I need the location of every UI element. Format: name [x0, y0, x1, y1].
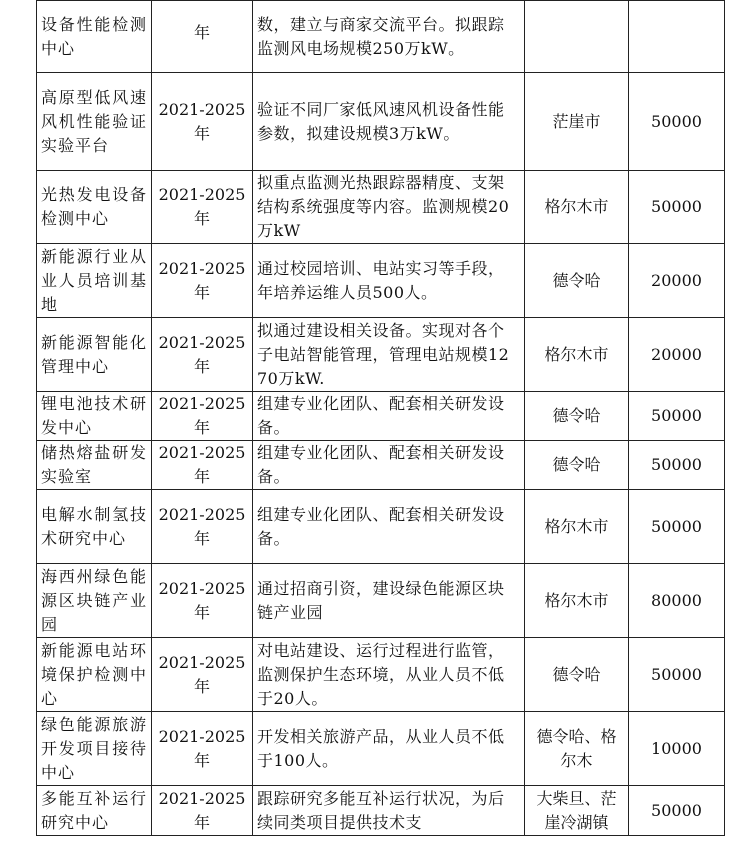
location-cell: 德令哈 — [525, 392, 629, 441]
content-cell: 通过校园培训、电站实习等手段，年培养运维人员500人。 — [253, 244, 525, 318]
table-row — [37, 712, 725, 786]
investment-cell: 50000 — [629, 441, 725, 490]
location-cell: 格尔木市 — [525, 564, 629, 638]
content-cell: 拟重点监测光热跟踪器精度、支架结构系统强度等内容。监测规模20万kW — [253, 171, 525, 244]
period-cell: 2021-2025年 — [152, 441, 253, 490]
period-cell: 2021-2025年 — [152, 73, 253, 171]
project-name-cell: 光热发电设备检测中心 — [37, 171, 152, 244]
content-cell: 拟通过建设相关设备。实现对各个子电站智能管理，管理电站规模1270万kW. — [253, 318, 525, 392]
period-cell: 年 — [152, 1, 253, 73]
project-name-cell: 海西州绿色能源区块链产业园 — [37, 564, 152, 638]
location-cell: 德令哈 — [525, 441, 629, 490]
project-name-cell: 高原型低风速风机性能验证实验平台 — [37, 73, 152, 171]
project-name-cell: 设备性能检测中心 — [37, 1, 152, 73]
content-cell: 通过招商引资，建设绿色能源区块链产业园 — [253, 564, 525, 638]
period-cell: 2021-2025年 — [152, 171, 253, 244]
project-name-cell: 多能互补运行研究中心 — [37, 786, 152, 836]
content-cell: 跟踪研究多能互补运行状况，为后续同类项目提供技术支 — [253, 786, 525, 836]
project-name-cell: 电解水制氢技术研究中心 — [37, 490, 152, 564]
project-name-cell: 储热熔盐研发实验室 — [37, 441, 152, 490]
project-name-cell: 新能源行业从业人员培训基地 — [37, 244, 152, 318]
investment-cell: 50000 — [629, 171, 725, 244]
investment-cell: 80000 — [629, 564, 725, 638]
project-table — [36, 0, 725, 836]
period-cell: 2021-2025年 — [152, 786, 253, 836]
table-row — [37, 73, 725, 171]
location-cell: 德令哈 — [525, 244, 629, 318]
content-cell: 组建专业化团队、配套相关研发设备。 — [253, 392, 525, 441]
investment-cell: 50000 — [629, 73, 725, 171]
content-cell: 开发相关旅游产品，从业人员不低于100人。 — [253, 712, 525, 786]
period-cell: 2021-2025年 — [152, 638, 253, 712]
location-cell — [525, 1, 629, 73]
investment-cell: 50000 — [629, 392, 725, 441]
table-row — [37, 564, 725, 638]
content-cell: 对电站建设、运行过程进行监管，监测保护生态环境，从业人员不低于20人。 — [253, 638, 525, 712]
location-cell: 德令哈、格尔木 — [525, 712, 629, 786]
table-row — [37, 786, 725, 836]
project-name-cell: 新能源智能化管理中心 — [37, 318, 152, 392]
investment-cell: 50000 — [629, 638, 725, 712]
table-row — [37, 490, 725, 564]
location-cell: 格尔木市 — [525, 318, 629, 392]
investment-cell: 20000 — [629, 318, 725, 392]
investment-cell: 50000 — [629, 786, 725, 836]
location-cell: 格尔木市 — [525, 490, 629, 564]
content-cell: 组建专业化团队、配套相关研发设备。 — [253, 441, 525, 490]
project-name-cell: 绿色能源旅游开发项目接待中心 — [37, 712, 152, 786]
location-cell: 大柴旦、茫崖冷湖镇 — [525, 786, 629, 836]
table-row — [37, 1, 725, 73]
investment-cell: 20000 — [629, 244, 725, 318]
period-cell: 2021-2025年 — [152, 318, 253, 392]
period-cell: 2021-2025年 — [152, 712, 253, 786]
table-row — [37, 392, 725, 441]
project-name-cell: 锂电池技术研发中心 — [37, 392, 152, 441]
period-cell: 2021-2025年 — [152, 564, 253, 638]
table-row — [37, 171, 725, 244]
investment-cell: 10000 — [629, 712, 725, 786]
content-cell: 组建专业化团队、配套相关研发设备。 — [253, 490, 525, 564]
investment-cell: 50000 — [629, 490, 725, 564]
location-cell: 格尔木市 — [525, 171, 629, 244]
location-cell: 茫崖市 — [525, 73, 629, 171]
table-row — [37, 244, 725, 318]
table-row — [37, 441, 725, 490]
content-cell: 验证不同厂家低风速风机设备性能参数，拟建设规模3万kW。 — [253, 73, 525, 171]
content-cell: 数，建立与商家交流平台。拟跟踪监测风电场规模250万kW。 — [253, 1, 525, 73]
table-row — [37, 318, 725, 392]
project-name-cell: 新能源电站环境保护检测中心 — [37, 638, 152, 712]
period-cell: 2021-2025年 — [152, 490, 253, 564]
period-cell: 2021-2025年 — [152, 244, 253, 318]
period-cell: 2021-2025年 — [152, 392, 253, 441]
location-cell: 德令哈 — [525, 638, 629, 712]
investment-cell — [629, 1, 725, 73]
table-row — [37, 638, 725, 712]
